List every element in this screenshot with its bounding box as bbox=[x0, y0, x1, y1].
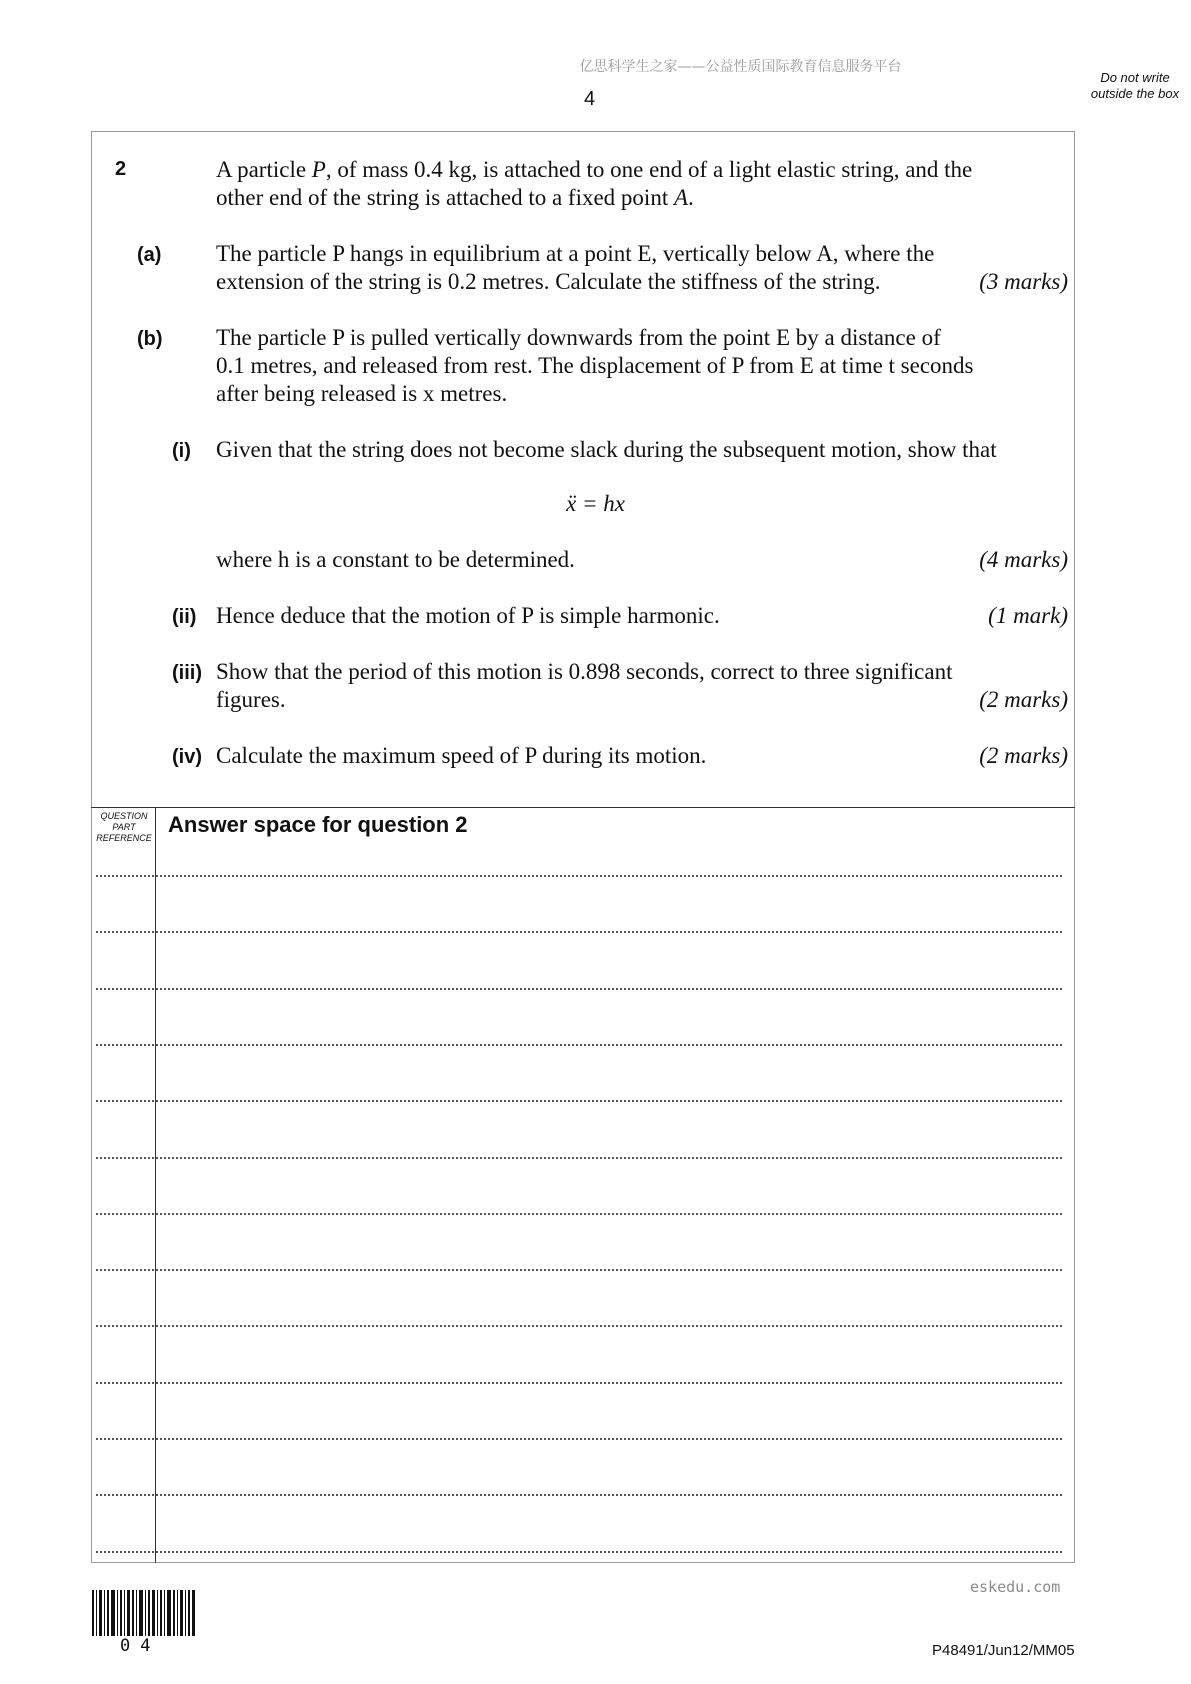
stem-variable-a: A bbox=[673, 185, 689, 210]
part-b-line2: 0.1 metres, and released from rest. The displacement of P from E at time t seconds bbox=[216, 353, 974, 378]
part-b-line3: after being released is x metres. bbox=[216, 381, 508, 406]
sub-iv-text: Calculate the maximum speed of P during its motion. bbox=[216, 743, 707, 768]
answer-line[interactable] bbox=[96, 1269, 1062, 1271]
part-a-label: (a) bbox=[137, 244, 162, 266]
sub-i-equation: ẍ = hx bbox=[566, 491, 625, 516]
answer-line[interactable] bbox=[96, 1157, 1062, 1159]
sub-i-marks: (4 marks) bbox=[979, 547, 1068, 572]
answer-space-title: Answer space for question 2 bbox=[168, 812, 468, 837]
sub-ii-text: Hence deduce that the motion of P is simple harmonic. bbox=[216, 603, 720, 628]
sub-iii-line1: Show that the period of this motion is 0.898 seconds, correct to three significant bbox=[216, 659, 953, 684]
site-watermark: eskedu.com bbox=[970, 1578, 1061, 1596]
sub-ii-label: (ii) bbox=[172, 606, 197, 628]
part-a-line2 bbox=[216, 268, 1068, 296]
answer-line[interactable] bbox=[96, 1494, 1062, 1496]
question-part-reference-label: QUESTION PART REFERENCE bbox=[96, 811, 152, 843]
question-stem-line2 bbox=[216, 184, 1068, 212]
sub-iv-line1 bbox=[216, 742, 1068, 770]
answer-line[interactable] bbox=[96, 1325, 1062, 1327]
sub-iii-text: figures. bbox=[216, 687, 286, 712]
part-b-label: (b) bbox=[137, 328, 163, 350]
paper-reference: P48491/Jun12/MM05 bbox=[932, 1642, 1075, 1659]
stem-text: , of mass 0.4 kg, is attached to one end of a light elastic string, and the bbox=[325, 157, 973, 182]
sub-iv-marks: (2 marks) bbox=[979, 743, 1068, 768]
answer-divider bbox=[91, 807, 1075, 808]
page-number: 4 bbox=[584, 88, 596, 110]
sub-i-line1: Given that the string does not become slack during the subsequent motion, show that bbox=[216, 437, 997, 462]
question-number: 2 bbox=[115, 158, 127, 180]
reference-column-divider bbox=[155, 807, 156, 1563]
answer-line[interactable] bbox=[96, 1100, 1062, 1102]
answer-line[interactable] bbox=[96, 988, 1062, 990]
answer-line[interactable] bbox=[96, 1551, 1062, 1553]
stem-text: A particle bbox=[216, 157, 312, 182]
barcode-icon bbox=[92, 1590, 196, 1636]
margin-note: Do not write outside the box bbox=[1090, 70, 1180, 101]
answer-line[interactable] bbox=[96, 875, 1062, 877]
watermark-text: 亿思科学生之家——公益性质国际教育信息服务平台 bbox=[579, 59, 902, 75]
sub-i-label: (i) bbox=[172, 440, 191, 462]
answer-line[interactable] bbox=[96, 1438, 1062, 1440]
sub-ii-line1 bbox=[216, 602, 1068, 630]
stem-variable-p: P bbox=[311, 157, 326, 182]
part-a-marks: (3 marks) bbox=[979, 269, 1068, 294]
sub-iii-marks: (2 marks) bbox=[979, 687, 1068, 712]
stem-text: . bbox=[688, 185, 694, 210]
sub-iii-label: (iii) bbox=[172, 662, 202, 684]
part-a-line1: The particle P hangs in equilibrium at a point E, vertically below A, where the bbox=[216, 241, 935, 266]
answer-line[interactable] bbox=[96, 1382, 1062, 1384]
sub-i-line2 bbox=[216, 546, 1068, 574]
sub-iv-label: (iv) bbox=[172, 746, 202, 768]
question-stem-line1 bbox=[216, 156, 1068, 184]
sub-i-text: where h is a constant to be determined. bbox=[216, 547, 575, 572]
part-b-line1: The particle P is pulled vertically downwards from the point E by a distance of bbox=[216, 325, 941, 350]
answer-line[interactable] bbox=[96, 1213, 1062, 1215]
answer-line[interactable] bbox=[96, 931, 1062, 933]
part-a-text: extension of the string is 0.2 metres. Calculate the stiffness of the string. bbox=[216, 269, 881, 294]
answer-line[interactable] bbox=[96, 1044, 1062, 1046]
sub-iii-line2 bbox=[216, 686, 1068, 714]
sub-ii-marks: (1 mark) bbox=[988, 603, 1068, 628]
stem-text: other end of the string is attached to a fixed point bbox=[216, 185, 674, 210]
barcode-number: 04 bbox=[120, 1636, 161, 1656]
